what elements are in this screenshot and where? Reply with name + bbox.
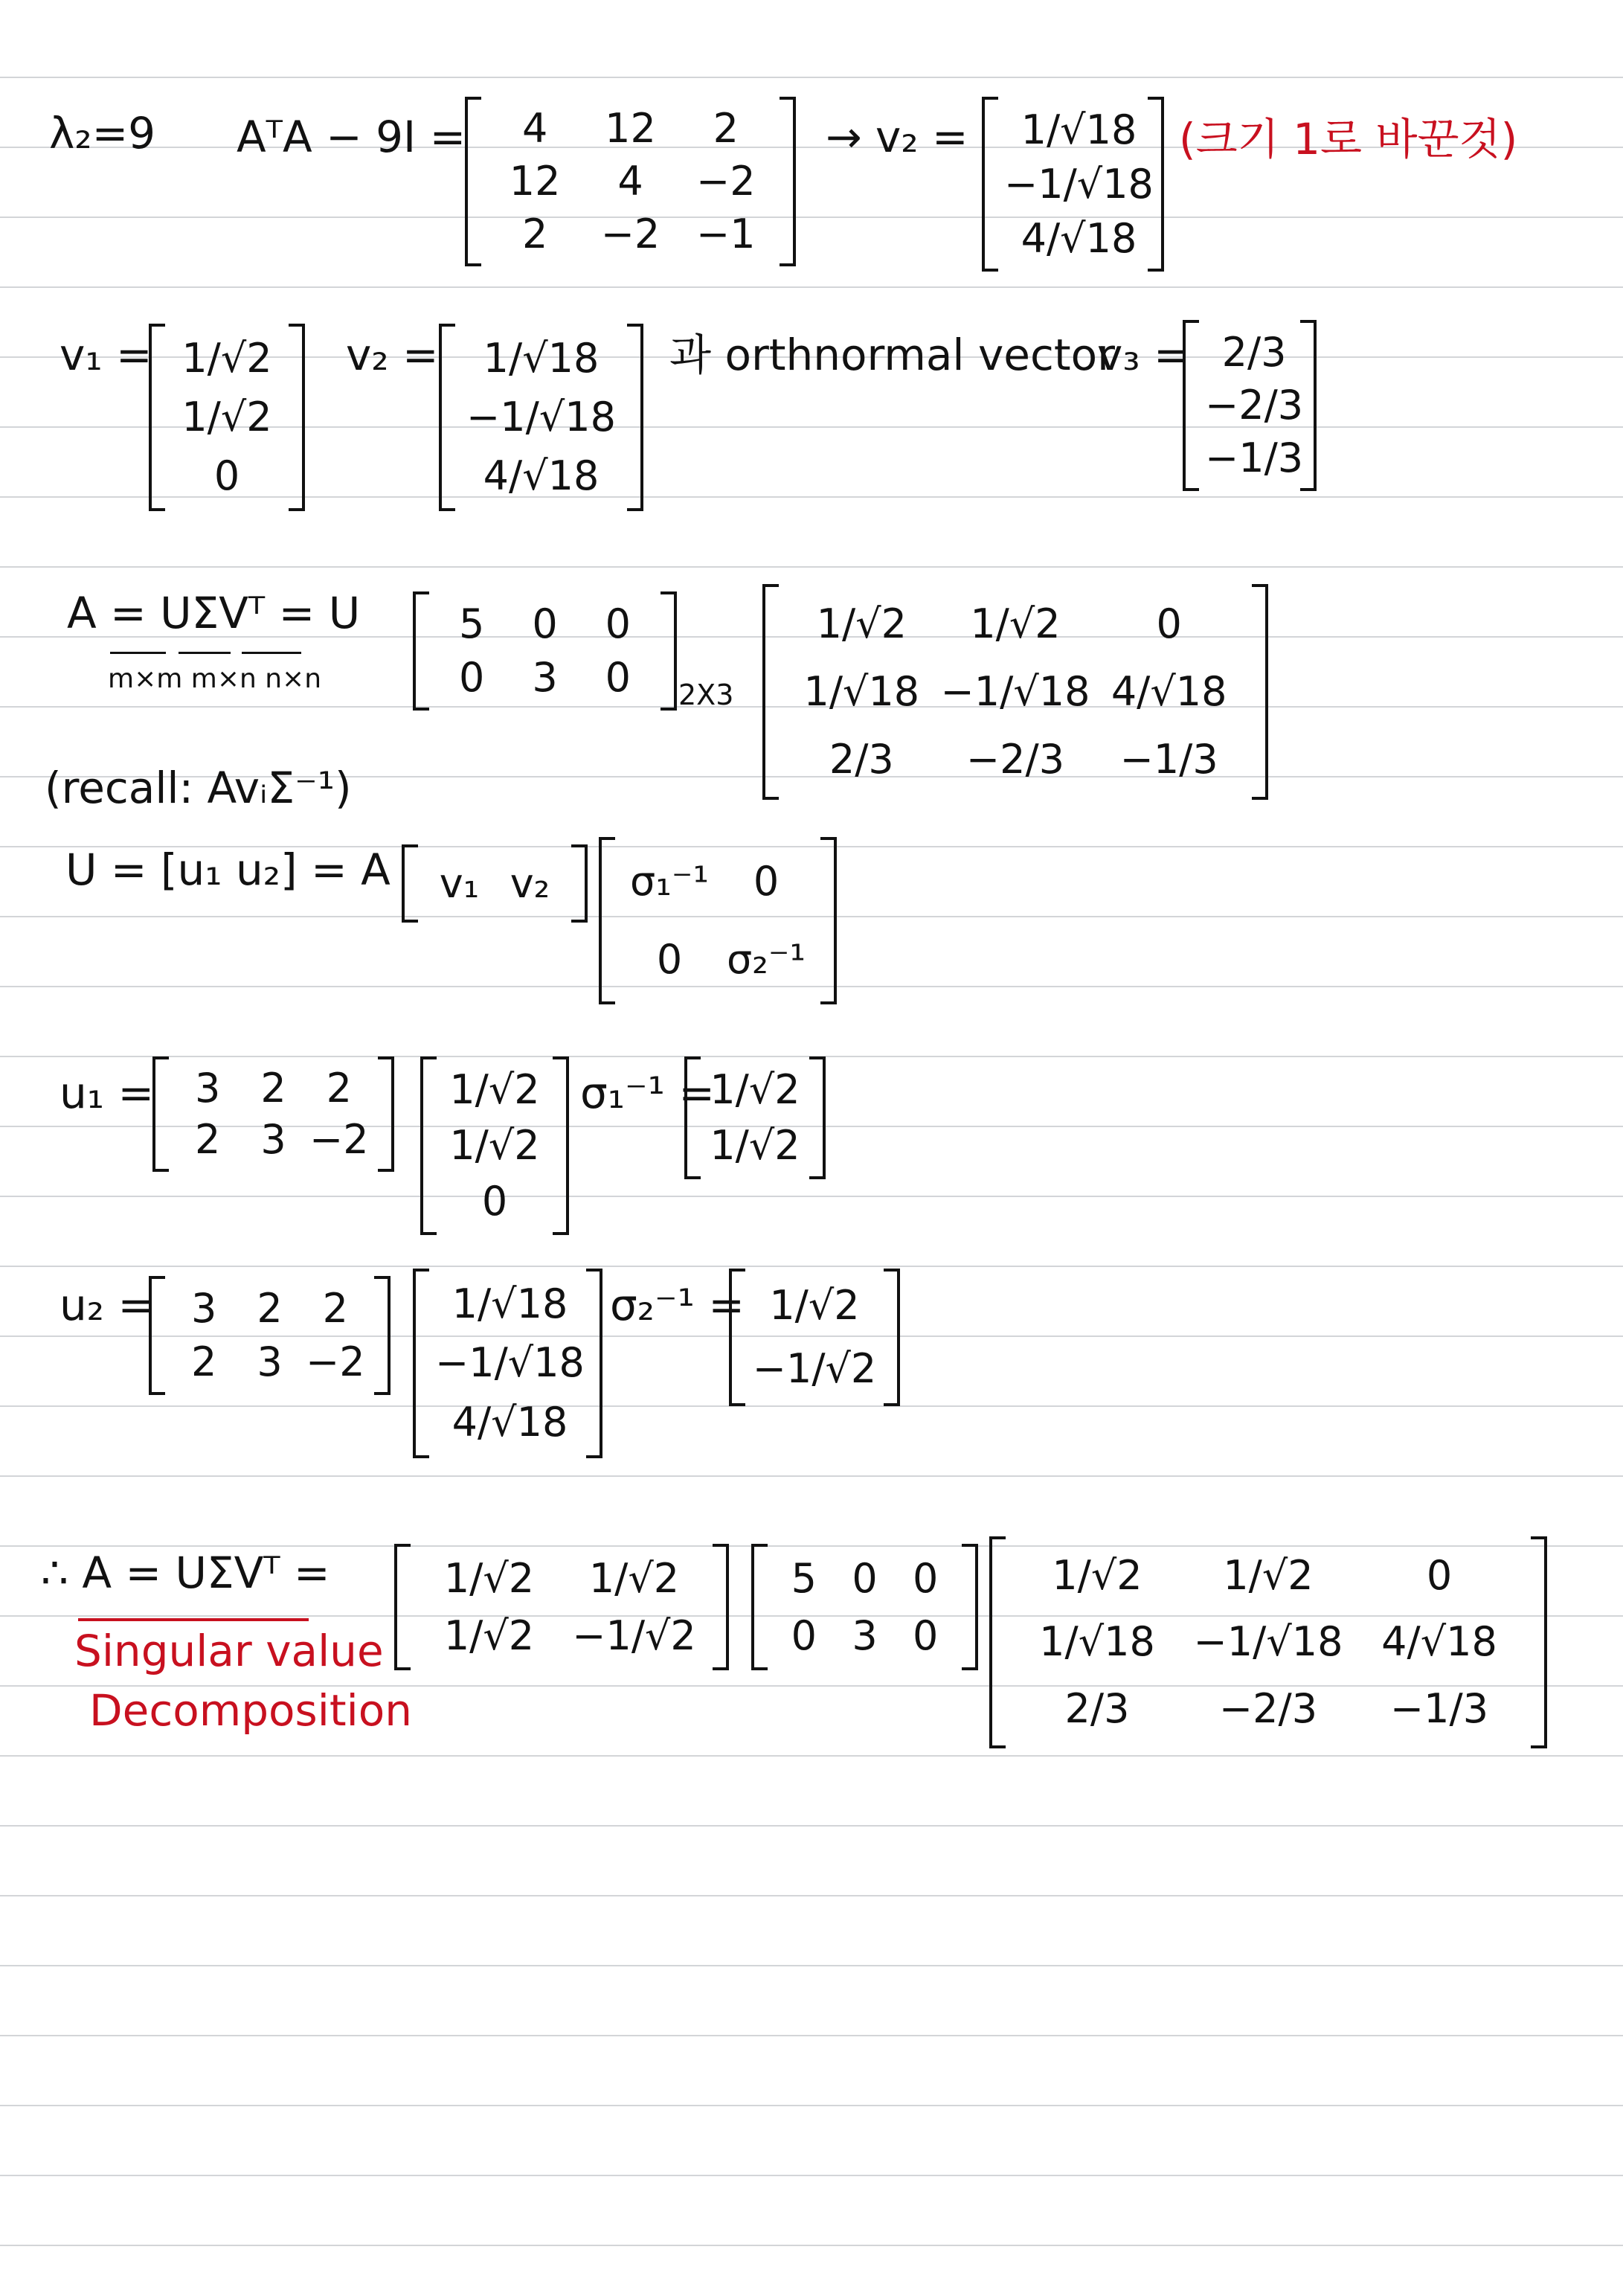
matrix-cell: −1/3 — [1119, 736, 1218, 783]
ruled-line — [0, 286, 1623, 288]
v1-column-u1 — [420, 1056, 569, 1235]
matrix-cell: 1/√18 — [451, 1280, 568, 1327]
matrix-cell: 3 — [194, 1064, 221, 1112]
matrix-cell: −2/3 — [1218, 1685, 1318, 1733]
ruled-line — [0, 566, 1623, 568]
matrix-cell: −2 — [600, 210, 661, 257]
vt-matrix — [762, 584, 1268, 800]
matrix-cell: −1/√2 — [572, 1612, 696, 1659]
matrix-cell: 1/√2 — [588, 1554, 680, 1602]
matrix-cell: −1/√18 — [1193, 1618, 1343, 1666]
ruled-line — [0, 1266, 1623, 1267]
matrix-cell: 2 — [260, 1064, 286, 1112]
matrix-cell: 3 — [260, 1116, 286, 1164]
sigma-size-label: 2X3 — [678, 679, 734, 711]
matrix-grid — [1012, 1542, 1525, 1742]
matrix-cell: 0 — [458, 654, 485, 701]
matrix-cell: 0 — [912, 1612, 939, 1659]
matrix-grid — [785, 590, 1246, 794]
a-matrix-u2 — [149, 1276, 391, 1395]
v1-column-vector — [149, 324, 305, 511]
matrix-grid — [774, 1550, 956, 1664]
ruled-line — [0, 1755, 1623, 1757]
matrix-cell: 1/√2 — [181, 335, 272, 382]
svd-caption-line1: Singular value — [74, 1626, 384, 1676]
matrix-cell: 2/3 — [829, 736, 894, 783]
matrix-cell: 1/√2 — [443, 1554, 535, 1602]
matrix-grid — [1004, 103, 1154, 266]
ata-minus-9i-label: AᵀA − 9I = — [237, 112, 466, 162]
matrix-cell: −2/3 — [1205, 381, 1304, 429]
matrix-grid — [435, 597, 655, 705]
a-matrix-u1 — [152, 1056, 394, 1172]
matrix-cell: 0 — [791, 1612, 817, 1659]
arrow-v2-label: → v₂ = — [826, 112, 968, 162]
v2-column-vector — [982, 97, 1164, 272]
matrix-cell: −1 — [696, 210, 756, 257]
matrix-cell: 0 — [605, 600, 631, 647]
matrix-cell: 4/√18 — [1381, 1618, 1497, 1666]
normalized-note: (크기 1로 바꾼것) — [1179, 114, 1518, 164]
v2-column-vector-2 — [439, 324, 643, 511]
matrix-cell: 2 — [322, 1285, 348, 1332]
sigma-matrix — [413, 591, 677, 711]
u2-label: u₂ = — [60, 1280, 155, 1330]
matrix-cell: 1/√2 — [449, 1066, 540, 1114]
svd-caption-line2: Decomposition — [89, 1685, 412, 1736]
matrix-grid — [621, 843, 814, 998]
matrix-cell: 2 — [521, 210, 548, 257]
matrix-cell: 2 — [713, 105, 739, 153]
matrix-cell: −1/3 — [1389, 1685, 1489, 1733]
matrix-cell: 1/√2 — [181, 393, 272, 440]
matrix-cell: 3 — [257, 1338, 283, 1385]
v2-column-u2 — [413, 1269, 602, 1458]
v1-label: v₁ = — [60, 330, 152, 380]
ruled-line — [0, 2245, 1623, 2246]
matrix-cell: 3 — [190, 1285, 217, 1332]
matrix-cell: 1/√2 — [443, 1612, 535, 1659]
matrix-cell: 1/√2 — [970, 600, 1061, 647]
matrix-cell: 2 — [190, 1338, 217, 1385]
matrix-cell: −1/√18 — [466, 393, 616, 440]
matrix-cell: 3 — [532, 654, 558, 701]
matrix-grid — [175, 1062, 372, 1166]
u-matrix — [394, 1544, 729, 1670]
matrix-cell: −1/3 — [1205, 434, 1304, 482]
recall-note: (recall: AvᵢΣ⁻¹) — [45, 763, 352, 813]
matrix-cell: 4/√18 — [1111, 667, 1227, 715]
matrix-cell: 1/√18 — [1039, 1618, 1155, 1666]
matrix-cell: 1/√18 — [483, 335, 600, 382]
matrix-cell: 0 — [753, 858, 780, 905]
matrix-grid — [461, 330, 621, 505]
matrix-cell: 4/√18 — [451, 1399, 568, 1446]
matrix-cell: 5 — [791, 1554, 817, 1602]
matrix-cell: 1/√2 — [1052, 1551, 1142, 1599]
u1-label: u₁ = — [60, 1068, 155, 1118]
matrix-cell: 2 — [326, 1064, 352, 1112]
matrix-cell: −2/3 — [965, 736, 1065, 783]
matrix-grid — [707, 1062, 803, 1173]
matrix-cell: 12 — [605, 105, 656, 153]
ruled-line — [0, 77, 1623, 78]
matrix-grid — [435, 1274, 585, 1452]
matrix-cell: 4/√18 — [483, 452, 600, 499]
lambda2-label: λ₂=9 — [49, 108, 156, 158]
sigma-inverse-matrix — [599, 837, 837, 1004]
u2-result-vector — [729, 1269, 900, 1406]
matrix-cell: 1/√18 — [803, 667, 920, 715]
v2-label: v₂ = — [346, 330, 439, 380]
matrix-cell: 3 — [852, 1612, 878, 1659]
matrix-grid — [751, 1274, 878, 1400]
matrix-cell: 4/√18 — [1021, 214, 1137, 262]
matrix-cell: σ₂⁻¹ — [726, 935, 806, 983]
matrix-cell: 0 — [605, 654, 631, 701]
matrix-cell: 0 — [852, 1554, 878, 1602]
ruled-line — [0, 1196, 1623, 1197]
matrix-cell: 0 — [1156, 600, 1182, 647]
matrix-cell: 2 — [257, 1285, 283, 1332]
matrix-cell: 1/√2 — [710, 1066, 800, 1114]
matrix-cell: 0 — [912, 1554, 939, 1602]
matrix-cell: 1/√2 — [449, 1121, 540, 1169]
sigma1-inverse-label: σ₁⁻¹ = — [580, 1068, 715, 1118]
matrix-cell: 0 — [1426, 1551, 1453, 1599]
dimensions-note: m×m m×n n×n — [108, 664, 322, 694]
matrix-grid — [487, 103, 774, 260]
matrix-cell: 1/√2 — [710, 1121, 800, 1169]
ruled-line — [0, 1965, 1623, 1966]
matrix-cell: 0 — [656, 935, 683, 983]
matrix-cell: −1/√18 — [940, 667, 1090, 715]
matrix-cell: 1/√2 — [769, 1282, 860, 1330]
v-row-matrix — [402, 844, 588, 923]
matrix-grid — [424, 850, 565, 917]
v3-label: v₃ = — [1097, 330, 1190, 380]
matrix-cell: v₂ — [510, 859, 550, 907]
matrix-cell: v₁ — [439, 859, 480, 907]
v3-column-vector — [1183, 320, 1317, 491]
svd-equation: A = UΣVᵀ = U — [67, 588, 361, 638]
matrix-cell: 0 — [213, 452, 240, 499]
matrix-cell: 1/√2 — [1223, 1551, 1314, 1599]
matrix-cell: 0 — [532, 600, 558, 647]
matrix-cell: −1/√18 — [435, 1339, 585, 1387]
matrix-cell: 4 — [617, 157, 643, 205]
matrix-grid — [443, 1062, 547, 1229]
matrix-grid — [171, 1282, 368, 1389]
matrix-cell: −2 — [306, 1338, 365, 1385]
matrix-cell: 5 — [458, 600, 485, 647]
matrix-grid — [171, 330, 283, 505]
sigma2-inverse-label: σ₂⁻¹ = — [610, 1280, 745, 1330]
matrix-cell: −1/√18 — [1004, 160, 1154, 208]
matrix-cell: 0 — [481, 1177, 508, 1225]
u1-result-vector — [684, 1056, 826, 1179]
matrix-cell: 1/√18 — [1021, 106, 1137, 153]
matrix-grid — [417, 1550, 707, 1664]
matrix-cell: σ₁⁻¹ — [629, 858, 710, 905]
ruled-line — [0, 217, 1623, 218]
matrix-cell: −2 — [696, 157, 756, 205]
ruled-line — [0, 1825, 1623, 1827]
matrix-cell: 2 — [194, 1116, 221, 1164]
ruled-line — [0, 2035, 1623, 2036]
sigma-matrix-final — [751, 1544, 978, 1670]
final-svd-equation: ∴ A = UΣVᵀ = — [41, 1548, 330, 1598]
ruled-line — [0, 2175, 1623, 2176]
matrix-cell: 2/3 — [1064, 1685, 1130, 1733]
matrix-cell: 4 — [521, 105, 548, 153]
ruled-line — [0, 1895, 1623, 1896]
matrix-cell: 1/√2 — [816, 600, 907, 647]
matrix-cell: −2 — [309, 1116, 369, 1164]
u-definition-lhs: U = [u₁ u₂] = A — [65, 844, 391, 895]
ruled-line — [0, 1475, 1623, 1477]
vt-matrix-final — [989, 1536, 1547, 1748]
matrix-cell: −1/√2 — [752, 1344, 877, 1392]
matrix-grid — [1205, 326, 1304, 485]
matrix-cell: 2/3 — [1221, 328, 1287, 376]
ruled-line — [0, 2105, 1623, 2106]
ata-minus-9i-matrix — [465, 97, 796, 266]
orthonormal-text: 과 orthnormal vector — [669, 330, 1115, 380]
matrix-cell: 12 — [509, 157, 561, 205]
